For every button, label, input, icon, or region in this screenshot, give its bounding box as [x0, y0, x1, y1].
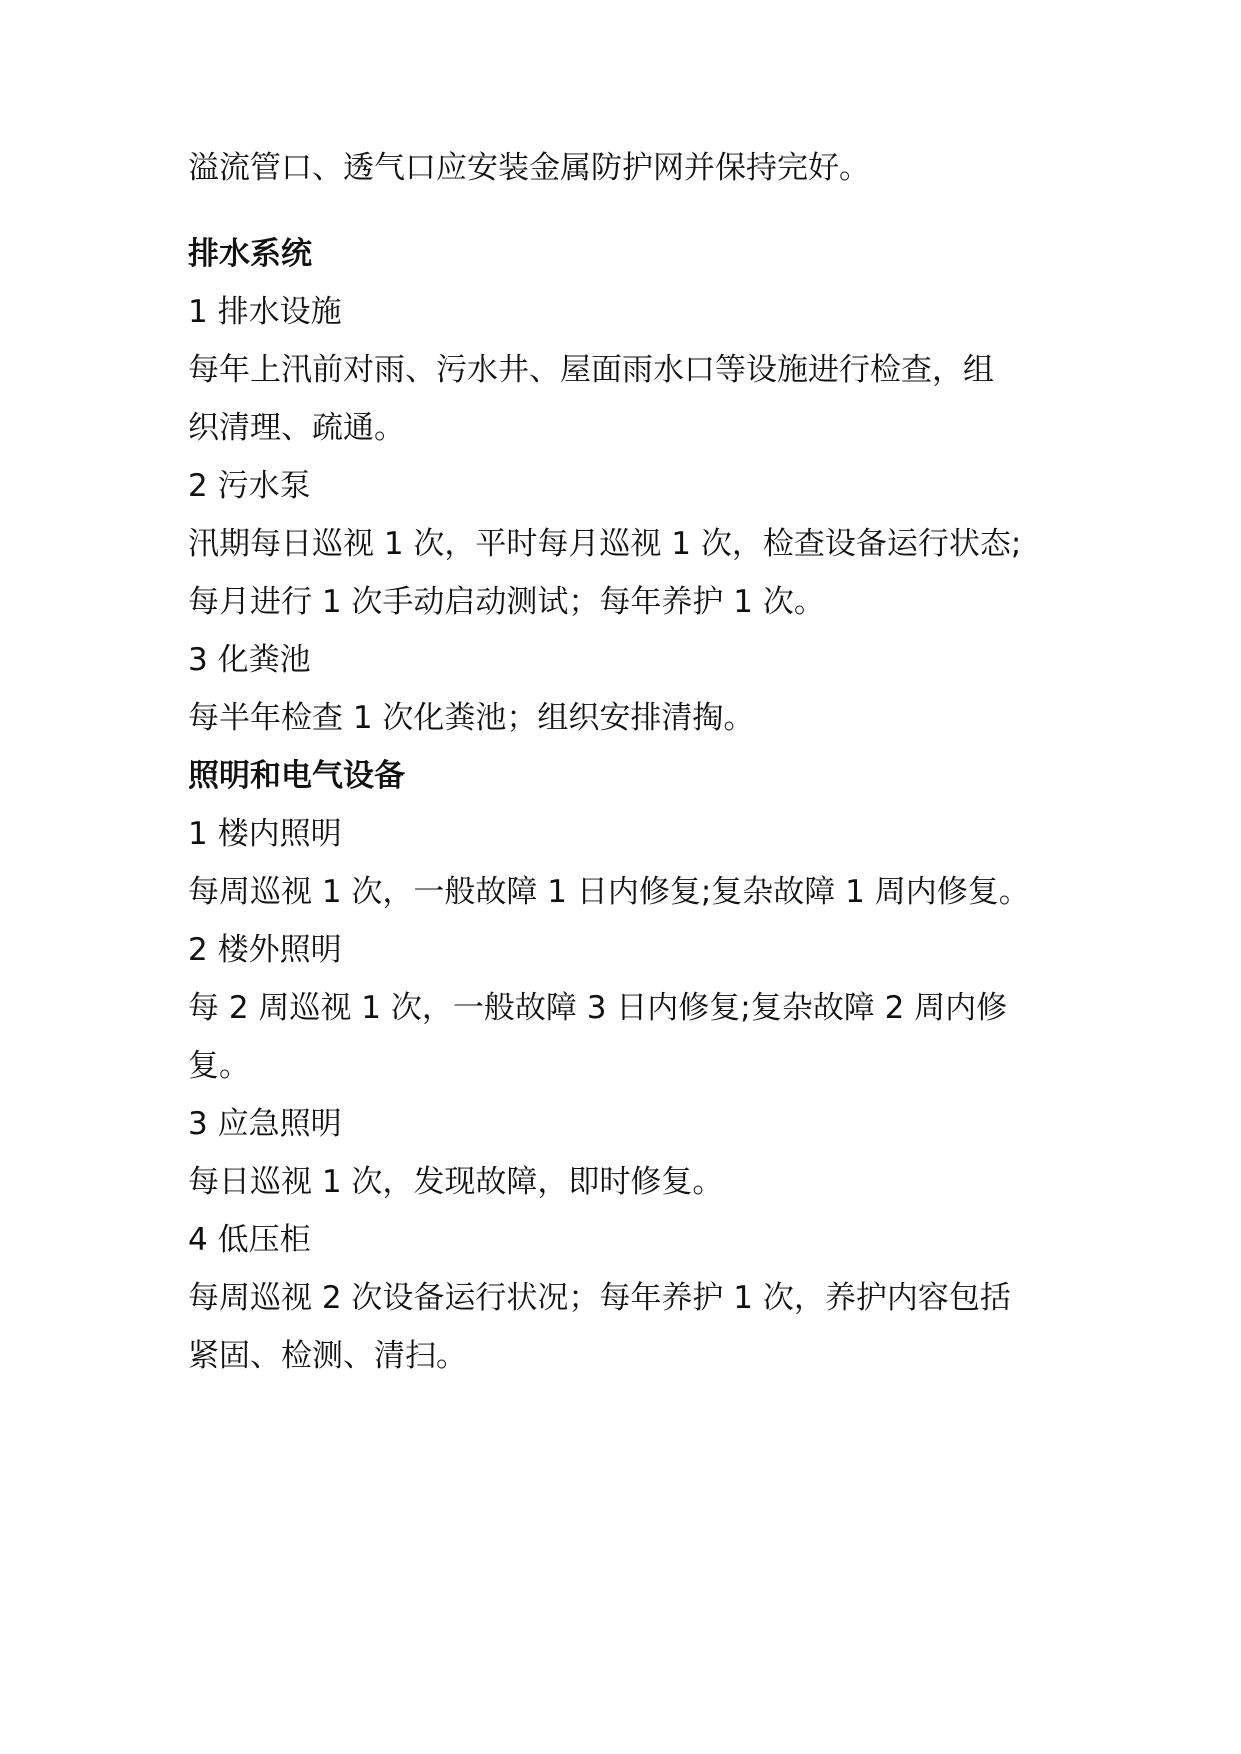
item-title-low-voltage-cabinet: 4 低压柜: [188, 1222, 311, 1258]
item-title-emergency-lighting: 3 应急照明: [188, 1106, 342, 1142]
item-title-indoor-lighting: 1 楼内照明: [188, 816, 342, 852]
section-heading-lighting: 照明和电气设备: [188, 758, 405, 794]
item-body-line: 每月进行 1 次手动启动测试；每年养护 1 次。: [188, 584, 825, 620]
item-body-line: 每年上汛前对雨、污水井、屋面雨水口等设施进行检查，组: [188, 352, 994, 388]
item-title-outdoor-lighting: 2 楼外照明: [188, 932, 342, 968]
item-body-line: 每半年检查 1 次化粪池；组织安排清掏。: [188, 700, 755, 736]
item-body-line: 每周巡视 2 次设备运行状况；每年养护 1 次，养护内容包括: [188, 1280, 1011, 1316]
item-body-line: 复。: [188, 1048, 250, 1084]
item-body-line: 汛期每日巡视 1 次，平时每月巡视 1 次，检查设备运行状态;: [188, 526, 1022, 562]
item-title-septic-tank: 3 化粪池: [188, 642, 311, 678]
item-body-line: 织清理、疏通。: [188, 410, 405, 446]
item-body-line: 每日巡视 1 次，发现故障，即时修复。: [188, 1164, 724, 1200]
section-heading-drainage: 排水系统: [188, 236, 312, 272]
item-title-drainage-facilities: 1 排水设施: [188, 294, 342, 330]
item-body-line: 每周巡视 1 次，一般故障 1 日内修复;复杂故障 1 周内修复。: [188, 874, 1030, 910]
item-body-line: 每 2 周巡视 1 次，一般故障 3 日内修复;复杂故障 2 周内修: [188, 990, 1008, 1026]
intro-paragraph: 溢流管口、透气口应安装金属防护网并保持完好。: [188, 150, 870, 186]
item-body-line: 紧固、检测、清扫。: [188, 1338, 467, 1374]
item-title-sewage-pump: 2 污水泵: [188, 468, 311, 504]
